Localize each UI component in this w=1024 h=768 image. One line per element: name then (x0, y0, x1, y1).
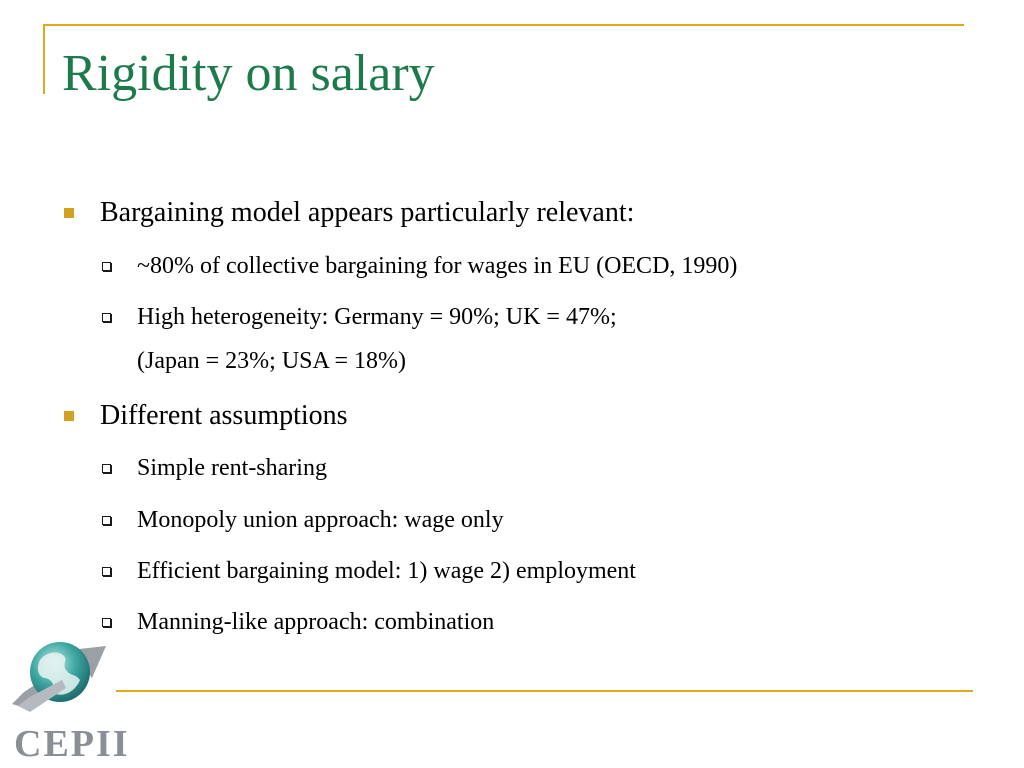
bullet-level2: Monopoly union approach: wage only (137, 507, 504, 533)
logo-text: CEPII (14, 723, 130, 765)
bullet-continuation: (Japan = 23%; USA = 18%) (137, 348, 407, 374)
bullet-level1: Different assumptions (100, 400, 348, 431)
bullet-square-icon (64, 411, 74, 421)
bullet-level1: Bargaining model appears particularly relevant: (100, 197, 635, 228)
bullet-level2: Manning-like approach: combination (137, 609, 495, 635)
bullet-level2: Efficient bargaining model: 1) wage 2) employment (137, 558, 636, 584)
checkbox-bullet-icon (102, 313, 111, 322)
frame-top-rule (43, 24, 964, 26)
bullet-level2: Simple rent-sharing (137, 455, 327, 481)
bullet-level2: ~80% of collective bargaining for wages in EU (OECD, 1990) (137, 253, 738, 279)
cepii-logo (10, 634, 130, 765)
bullet-square-icon (64, 208, 74, 218)
checkbox-bullet-icon (102, 464, 111, 473)
checkbox-bullet-icon (102, 516, 111, 525)
slide-title: Rigidity on salary (62, 45, 435, 102)
frame-left-rule (43, 24, 45, 94)
checkbox-bullet-icon (102, 262, 111, 271)
checkbox-bullet-icon (102, 618, 111, 627)
bullet-level2: High heterogeneity: Germany = 90%; UK = 47%; (137, 304, 617, 330)
checkbox-bullet-icon (102, 567, 111, 576)
globe-arrow-icon (10, 634, 130, 765)
bottom-rule (116, 690, 973, 692)
